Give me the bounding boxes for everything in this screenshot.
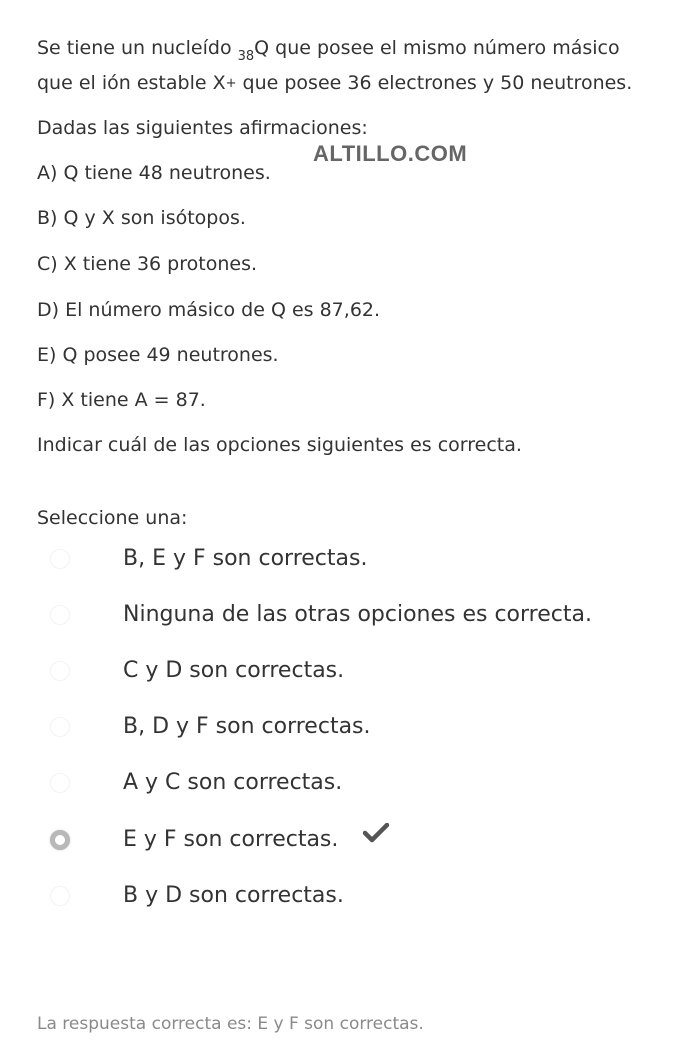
ion-charge-superscript: + — [225, 76, 237, 91]
instruction-text: Indicar cuál de las opciones siguientes es correcta. — [37, 434, 522, 456]
option-label: A y C son correctas. — [123, 770, 343, 795]
question-line-2 — [37, 71, 632, 98]
question-line-2-end: que posee 36 electrones y 50 neutrones. — [236, 72, 633, 94]
option-label: B, E y F son correctas. — [123, 546, 368, 571]
statement-c: C) X tiene 36 protones. — [37, 253, 258, 275]
statement-b: B) Q y X son isótopos. — [37, 207, 246, 229]
statement-e: E) Q posee 49 neutrones. — [37, 344, 279, 366]
radio-button[interactable] — [50, 549, 70, 569]
option-b-e-f[interactable] — [30, 535, 670, 583]
checkmark-icon — [363, 823, 389, 851]
option-e-f[interactable] — [30, 816, 670, 864]
option-c-d[interactable] — [30, 647, 670, 695]
option-label: E y F son correctas. — [123, 827, 339, 852]
option-label: B, D y F son correctas. — [123, 714, 371, 739]
statements-intro: Dadas las siguientes afirmaciones: — [37, 117, 368, 139]
question-line-1-start: Se tiene un nucleído — [37, 37, 238, 59]
option-label-with-check — [123, 826, 389, 854]
question-line-1-end: Q que posee el mismo número másico — [254, 37, 620, 59]
statement-d: D) El número másico de Q es 87,62. — [37, 299, 381, 321]
option-a-c[interactable] — [30, 759, 670, 807]
atomic-number-subscript: 38 — [237, 49, 255, 64]
radio-button-selected[interactable] — [50, 830, 70, 850]
option-b-d-f[interactable] — [30, 703, 670, 751]
radio-button[interactable] — [50, 605, 70, 625]
option-label: C y D son correctas. — [123, 658, 345, 683]
option-b-d[interactable] — [30, 872, 670, 920]
question-line-2-start: que el ión estable X — [37, 72, 226, 94]
option-label: B y D son correctas. — [123, 883, 344, 908]
statement-f: F) X tiene A = 87. — [37, 389, 206, 411]
altillo-watermark: ALTILLO.COM — [313, 141, 468, 166]
radio-button[interactable] — [50, 661, 70, 681]
radio-button[interactable] — [50, 717, 70, 737]
statement-a: A) Q tiene 48 neutrones. — [37, 162, 271, 184]
radio-button[interactable] — [50, 773, 70, 793]
option-label: Ninguna de las otras opciones es correcta. — [123, 602, 592, 627]
correct-answer-feedback: La respuesta correcta es: E y F son correctas. — [37, 1014, 424, 1034]
select-prompt: Seleccione una: — [37, 507, 188, 529]
radio-button[interactable] — [50, 886, 70, 906]
option-ninguna[interactable] — [30, 591, 670, 639]
question-line-1 — [37, 36, 620, 63]
